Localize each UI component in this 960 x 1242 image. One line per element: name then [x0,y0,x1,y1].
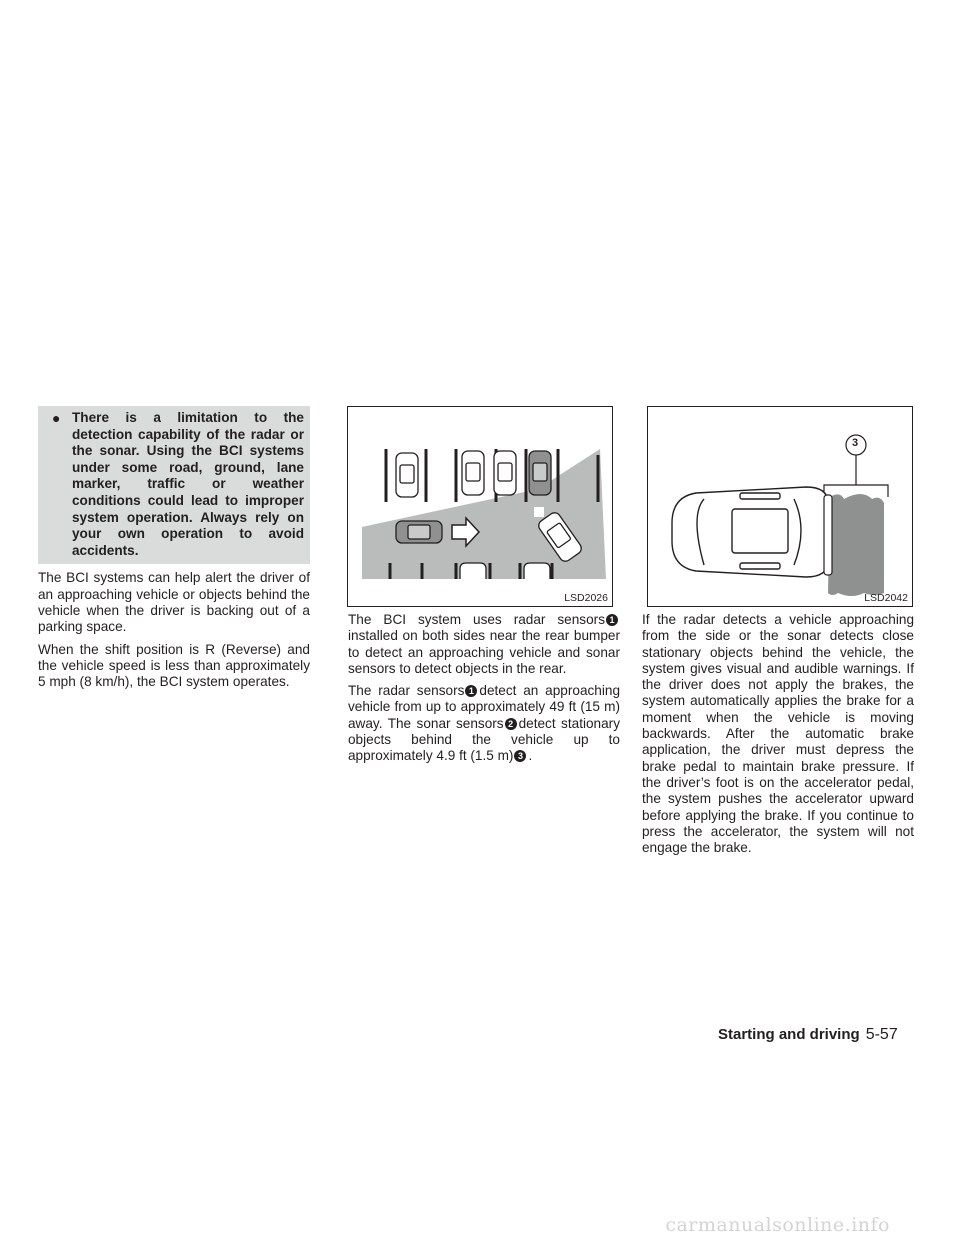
text-run: installed on both sides near the rear bumper to detect an approaching vehicle and sonar sensors to detect objects in the rear. [348,628,620,676]
figure-code: LSD2026 [564,592,608,604]
sonar-diagram-illustration [648,407,912,606]
column-right [642,612,914,862]
paragraph-bci-operates: When the shift position is R (Reverse) and the vehicle speed is less than approximately 5 mph (8 km/h), the BCI system operates. [38,641,310,690]
text-run: The radar sensors [348,683,465,699]
watermark-text: carmanualsonline.info [665,1214,890,1236]
column-left [38,406,310,696]
figure-sonar-diagram [647,406,913,607]
number-badge-icon: 1 [465,685,477,697]
page-number: 5-57 [865,1026,898,1043]
number-badge-icon: 3 [514,750,526,762]
number-badge-icon: 2 [505,718,517,730]
paragraph-sensor-ranges [348,683,620,764]
paragraph-bci-alert: The BCI systems can help alert the driver of an approaching vehicle or objects behind the vehicle when the driver is backing out of a parking space. [38,570,310,635]
warning-text: There is a limitation to the detection capability of the radar or the sonar. Using the BCI systems under some road, ground, lane marker, traffic or weather conditions could lead to improper system operation. Always rely on your own operation to avoid accidents. [72,410,304,558]
text-run: The BCI system uses radar sensors [348,612,605,627]
text-run: . [528,748,533,764]
figure-parking-diagram [347,406,613,607]
section-title: Starting and driving [718,1026,860,1043]
figure-code: LSD2042 [864,592,908,604]
number-badge-icon: 1 [606,614,618,626]
bullet-icon: ● [52,410,61,426]
paragraph-radar-sensors [348,612,620,677]
parking-diagram-illustration [348,407,612,606]
column-middle [348,612,620,771]
paragraph-warnings: If the radar detects a vehicle approaching from the side or the sonar detects close stationary objects behind the vehicle, the system gives visual and audible warnings. If the driver does not apply the brakes, the system automatically applies the brake for a moment when the vehicle is moving backwards. After the automatic brake application, the driver must depress the brake pedal to maintain brake pressure. If the driver’s foot is on the accelerator pedal, the system pushes the accelerator upward before applying the brake. If you continue to press the accelerator, the system will not engage the brake. [642,612,914,856]
warning-box [38,406,310,564]
text-run: detect stationary objects behind the vehicle up to approximately 4.9 ft (1.5 m) [348,715,620,764]
page-footer [718,1026,923,1044]
callout-number: 3 [852,437,859,449]
watermark-bar [0,1212,960,1242]
text-run: detect an approaching vehicle from up to approximately 49 ft (15 m) away. The sonar sensors [348,683,620,731]
